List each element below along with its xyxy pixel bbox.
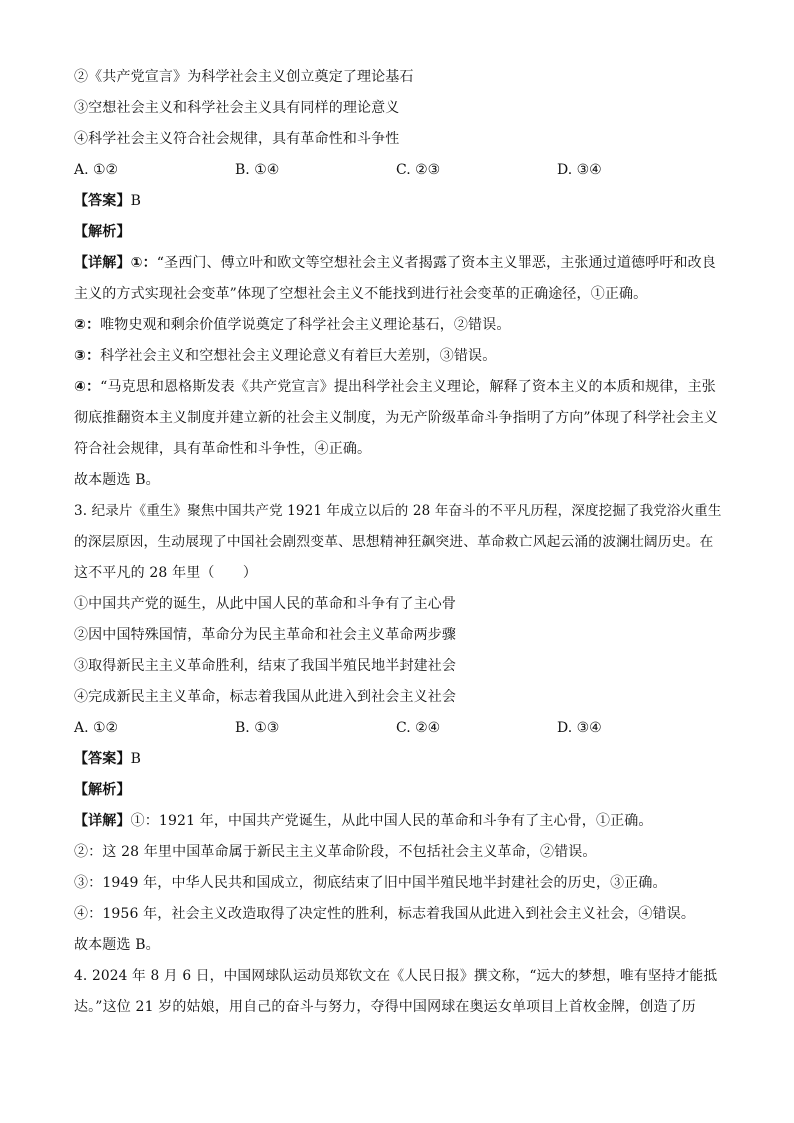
- q2-option-d: D. ③④: [557, 162, 602, 178]
- q3-detail-4: [74, 899, 724, 930]
- analysis-tag: 【解析】: [74, 782, 131, 798]
- q2-detail-3: [74, 341, 724, 372]
- q3-statement-2: ②因中国特殊国情，革命分为民主革命和社会主义革命两步骤: [74, 627, 457, 643]
- q2-detail-2: [74, 310, 724, 341]
- q4-stem-line-1: 4. 2024 年 8 月 6 日，中国网球队运动员郑钦文在《人民日报》撰文称，“远大的梦想，唯有坚持才能抵: [74, 968, 718, 984]
- q3-answer: [74, 744, 724, 775]
- detail-text: 这 28 年里中国革命属于新民主主义革命阶段，不包括社会主义革命，②错误。: [102, 844, 597, 860]
- q2-option-b: B. ①④: [235, 162, 280, 178]
- detail-text: “马克思和恩格斯发表《共产党宣言》提出科学社会主义理论，解释了资本主义的本质和规律，主张: [100, 379, 716, 395]
- q4-stem-line-2: 达。”这位 21 岁的姑娘，用自己的奋斗与努力，夺得中国网球在奥运女单项目上首枚金牌，创造了历: [74, 999, 696, 1015]
- q2-conclusion: 故本题选 B。: [74, 472, 160, 488]
- detail-marker: ①：: [130, 813, 159, 829]
- detail-tag: 【详解】: [74, 813, 131, 829]
- q2-detail-1-cont: 主义的方式实现社会变革”体现了空想社会主义不能找到进行社会变革的正确途径，①正确。: [74, 286, 648, 302]
- q3-statement-4: ④完成新民主主义革命，标志着我国从此进入到社会主义社会: [74, 689, 457, 705]
- q2-analysis: [74, 217, 724, 248]
- detail-marker: ①：: [130, 255, 157, 271]
- document-page: [74, 62, 724, 1023]
- q3-stem-line-1: 3. 纪录片《重生》聚焦中国共产党 1921 年成立以后的 28 年奋斗的不平凡历程，深度挖掘了我党浴火重生: [74, 503, 722, 519]
- q3-detail-1: [74, 806, 724, 837]
- q3-option-b: B. ①③: [235, 720, 280, 736]
- q2-statement-4: ④科学社会主义符合社会规律，具有革命性和斗争性: [74, 131, 400, 147]
- q2-option-c: C. ②③: [396, 162, 441, 178]
- q3-conclusion: 故本题选 B。: [74, 937, 160, 953]
- detail-text: 科学社会主义和空想社会主义理论意义有着巨大差别，③错误。: [100, 348, 497, 364]
- q2-options: [74, 155, 724, 186]
- detail-marker: ②：: [74, 317, 101, 333]
- q3-option-a: A. ①②: [74, 720, 119, 736]
- detail-text: 1956 年，社会主义改造取得了决定性的胜利，标志着我国从此进入到社会主义社会，④错误。: [102, 906, 695, 922]
- detail-marker: ③：: [74, 875, 103, 891]
- answer-tag: 【答案】: [74, 751, 131, 767]
- q3-stem-line-2: 的深层原因，生动展现了中国社会剧烈变革、思想精神狂飙突进、革命救亡风起云涌的波澜壮阔历史。在: [74, 534, 714, 550]
- q2-detail-4: [74, 372, 724, 403]
- q2-detail-4-cont2: 符合社会规律，具有革命性和斗争性，④正确。: [74, 441, 372, 457]
- detail-marker: ③：: [74, 348, 101, 364]
- answer-tag: 【答案】: [74, 193, 131, 209]
- q3-detail-2: [74, 837, 724, 868]
- q3-analysis: [74, 775, 724, 806]
- q3-option-c: C. ②④: [396, 720, 441, 736]
- q2-detail-1: [74, 248, 724, 279]
- q3-option-d: D. ③④: [557, 720, 602, 736]
- detail-text: “圣西门、傅立叶和欧文等空想社会主义者揭露了资本主义罪恶，主张通过道德呼吁和改良: [156, 255, 716, 271]
- q2-statement-2: ②《共产党宣言》为科学社会主义创立奠定了理论基石: [74, 69, 414, 85]
- q2-detail-4-cont1: 彻底推翻资本主义制度并建立新的社会主义制度，为无产阶级革命斗争指明了方向”体现了科学社会主义: [74, 410, 719, 426]
- detail-marker: ②：: [74, 844, 103, 860]
- q2-option-a: A. ①②: [74, 162, 119, 178]
- q3-stem-line-3: 这不平凡的 28 年里（ ）: [74, 565, 257, 581]
- analysis-tag: 【解析】: [74, 224, 131, 240]
- q2-answer: [74, 186, 724, 217]
- q2-statement-3: ③空想社会主义和科学社会主义具有同样的理论意义: [74, 100, 400, 116]
- q3-statement-1: ①中国共产党的诞生，从此中国人民的革命和斗争有了主心骨: [74, 596, 457, 612]
- detail-marker: ④：: [74, 379, 101, 395]
- q3-options: [74, 713, 724, 744]
- answer-value: B: [130, 751, 142, 767]
- detail-tag: 【详解】: [74, 255, 131, 271]
- q3-statement-3: ③取得新民主主义革命胜利，结束了我国半殖民地半封建社会: [74, 658, 457, 674]
- detail-text: 1921 年，中国共产党诞生，从此中国人民的革命和斗争有了主心骨，①正确。: [158, 813, 653, 829]
- detail-text: 唯物史观和剩余价值学说奠定了科学社会主义理论基石，②错误。: [100, 317, 511, 333]
- detail-marker: ④：: [74, 906, 103, 922]
- answer-value: B: [130, 193, 142, 209]
- q3-detail-3: [74, 868, 724, 899]
- detail-text: 1949 年，中华人民共和国成立，彻底结束了旧中国半殖民地半封建社会的历史，③正确。: [102, 875, 667, 891]
